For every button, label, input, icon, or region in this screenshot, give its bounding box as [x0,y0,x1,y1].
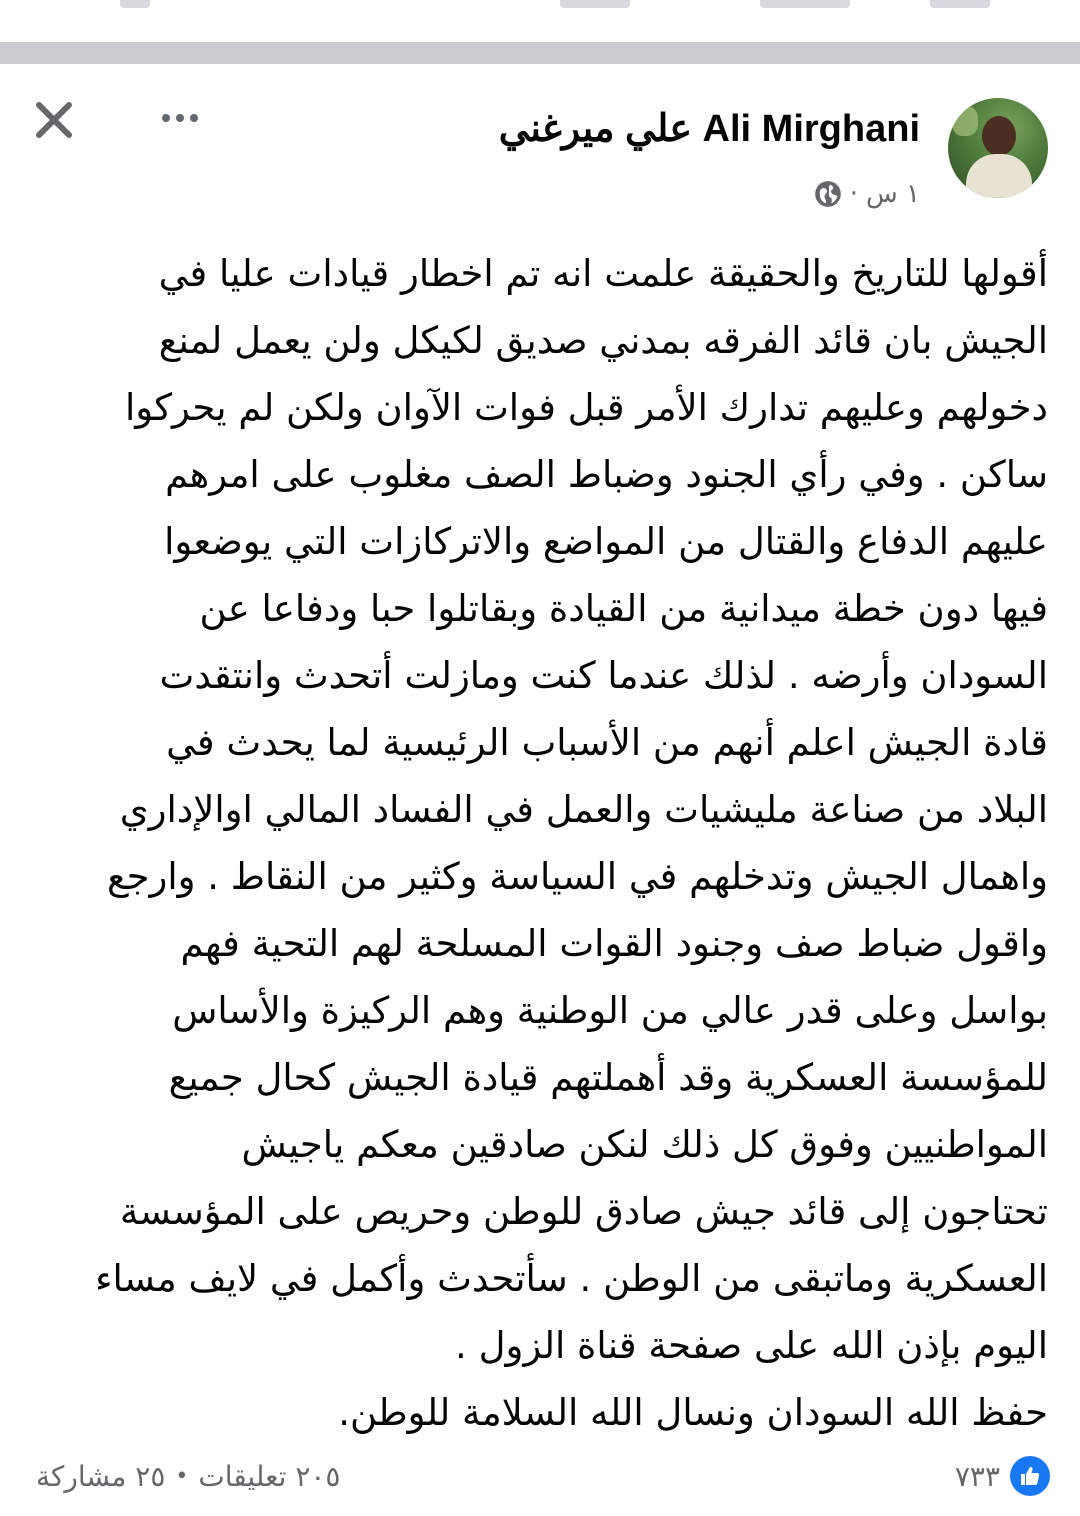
post-text-line: واقول ضباط صف وجنود القوات المسلحة لهم التحية فهم [180,922,1048,965]
post-text-line: فيها دون خطة ميدانية من القيادة وبقاتلوا حبا ودفاعا عن [199,587,1048,630]
post-text-line: حفظ الله السودان ونسال الله السلامة للوطن. [338,1391,1048,1434]
ghost-action-icon [120,0,150,8]
reaction-count: ٧٣٣ [954,1459,1000,1493]
engagement-stats [36,1454,340,1498]
post-text-line: للمؤسسة العسكرية وقد أهملتهم قيادة الجيش كحال جميع [168,1056,1048,1099]
more-options-button[interactable] [150,98,210,138]
author-name[interactable]: علي ميرغني Ali Mirghani [498,108,920,150]
post-footer [0,1444,1080,1504]
comments-count[interactable]: ٢٠٥ تعليقات [198,1459,341,1493]
post-text-line: عليهم الدفاع والقتال من المواضع والاتركازات التي يوضعوا [164,520,1048,563]
post-text-line: ساكن . وفي رأي الجنود وضباط الصف مغلوب على امرهم [165,453,1048,496]
avatar-head [982,116,1016,156]
post-text-line: تحتاجون إلى قائد جيش صادق للوطن وحريص على المؤسسة [119,1190,1048,1233]
post-text-line: المواطنيين وفوق كل ذلك لنكن صادقين معكم ياجيش [241,1123,1048,1166]
post-text-line: أقولها للتاريخ والحقيقة علمت انه تم اخطار قيادات عليا في [158,252,1048,295]
post-text [30,240,1048,1446]
thumbs-up-icon [1010,1456,1050,1496]
post-text-line: بواسل وعلى قدر عالي من الوطنية وهم الركيزة والأساس [172,989,1048,1032]
ghost-action-icon [560,0,630,8]
post-text-line: العسكرية وماتبقى من الوطن . سأتحدث وأكمل في لايف مساء [95,1257,1048,1300]
stats-bullet: • [175,1463,189,1489]
post-text-line: قادة الجيش اعلم أنهم من الأسباب الرئيسية لما يحدث في [166,721,1048,764]
ghost-action-label [760,0,850,8]
post-card [0,64,1080,1516]
previous-post-toolbar-remnant [0,0,1080,42]
meta-separator: · [849,179,859,209]
post-text-line: دخولهم وعليهم تدارك الأمر قبل فوات الآوان ولكن لم يحركوا [124,386,1048,429]
post-text-line: البلاد من صناعة مليشيات والعمل في الفساد المالي اوالإداري [119,788,1048,831]
post-text-line: اليوم بإذن الله على صفحة قناة الزول . [455,1324,1048,1367]
more-dot-icon [176,114,184,122]
post-text-line: واهمال الجيش وتدخلهم في السياسة وكثير من النقاط . وارجع [106,855,1048,898]
post-time[interactable]: ١ س [866,179,920,209]
post-text-line: السودان وأرضه . لذلك عندما كنت ومازلت أتحدث وانتقدت [159,654,1048,697]
feed-divider [0,42,1080,64]
avatar-foliage [952,106,978,136]
author-avatar[interactable] [948,98,1048,198]
more-dot-icon [162,114,170,122]
more-dot-icon [190,114,198,122]
ghost-action-icon [930,0,990,8]
globe-icon [814,180,842,208]
post-text-line: الجيش بان قائد الفرقه بمدني صديق لكيكل ولن يعمل لمنع [158,319,1048,362]
shares-count[interactable]: ٢٥ مشاركة [36,1459,166,1493]
avatar-body [966,154,1032,198]
reactions-summary[interactable] [955,1454,1050,1498]
close-icon[interactable] [30,96,78,144]
post-meta [814,176,920,212]
